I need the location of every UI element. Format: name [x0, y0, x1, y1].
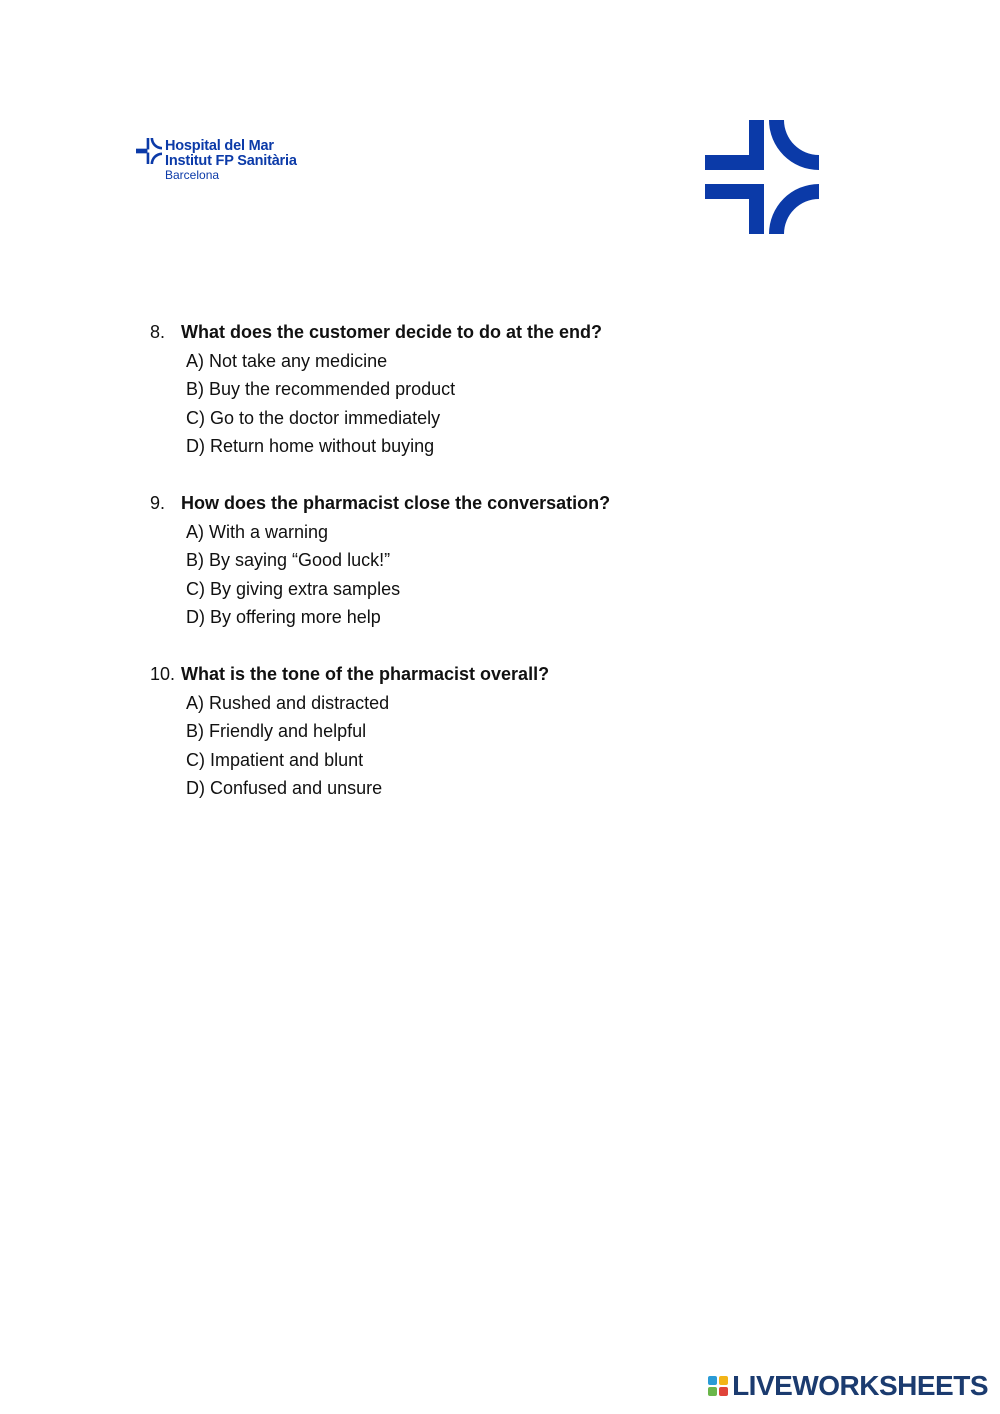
- hospital-logo: [136, 138, 297, 182]
- question-list: [150, 318, 850, 831]
- answer-option[interactable]: C) By giving extra samples: [186, 578, 401, 599]
- answer-option[interactable]: B) Buy the recommended product: [186, 379, 456, 400]
- logo-line-hospital: Hospital del Mar: [165, 138, 274, 154]
- answer-option[interactable]: A) With a warning: [186, 521, 329, 542]
- logo-line-institut: Institut FP Sanitària: [165, 153, 297, 169]
- question-number: 8.: [150, 322, 166, 342]
- question-text: What is the tone of the pharmacist overall?: [181, 663, 550, 684]
- hospital-cross-logo-icon: [136, 138, 162, 164]
- liveworksheets-wordmark: LIVEWORKSHEETS: [732, 1370, 988, 1401]
- answer-option[interactable]: D) By offering more help: [186, 607, 381, 628]
- answer-option[interactable]: A) Not take any medicine: [186, 350, 388, 371]
- question-9: [150, 489, 850, 632]
- question-number: 9.: [150, 492, 166, 513]
- question-number: 10.: [150, 663, 176, 684]
- answer-option[interactable]: B) Friendly and helpful: [186, 721, 367, 742]
- logo-line-city: Barcelona: [165, 168, 220, 182]
- answer-option[interactable]: C) Go to the doctor immediately: [186, 407, 441, 428]
- answer-option[interactable]: D) Confused and unsure: [186, 778, 383, 799]
- question-8: [150, 318, 850, 461]
- liveworksheets-brand[interactable]: [708, 1370, 988, 1402]
- answer-option[interactable]: A) Rushed and distracted: [186, 692, 390, 713]
- answer-option[interactable]: D) Return home without buying: [186, 436, 435, 457]
- question-10: [150, 660, 850, 803]
- question-text: How does the pharmacist close the conversation?: [181, 492, 611, 513]
- liveworksheets-logo-icon: [708, 1376, 728, 1396]
- hospital-emblem-icon: [705, 120, 819, 239]
- answer-option[interactable]: C) Impatient and blunt: [186, 749, 364, 770]
- answer-option[interactable]: B) By saying “Good luck!”: [186, 550, 391, 571]
- question-text: What does the customer decide to do at the end?: [181, 322, 603, 342]
